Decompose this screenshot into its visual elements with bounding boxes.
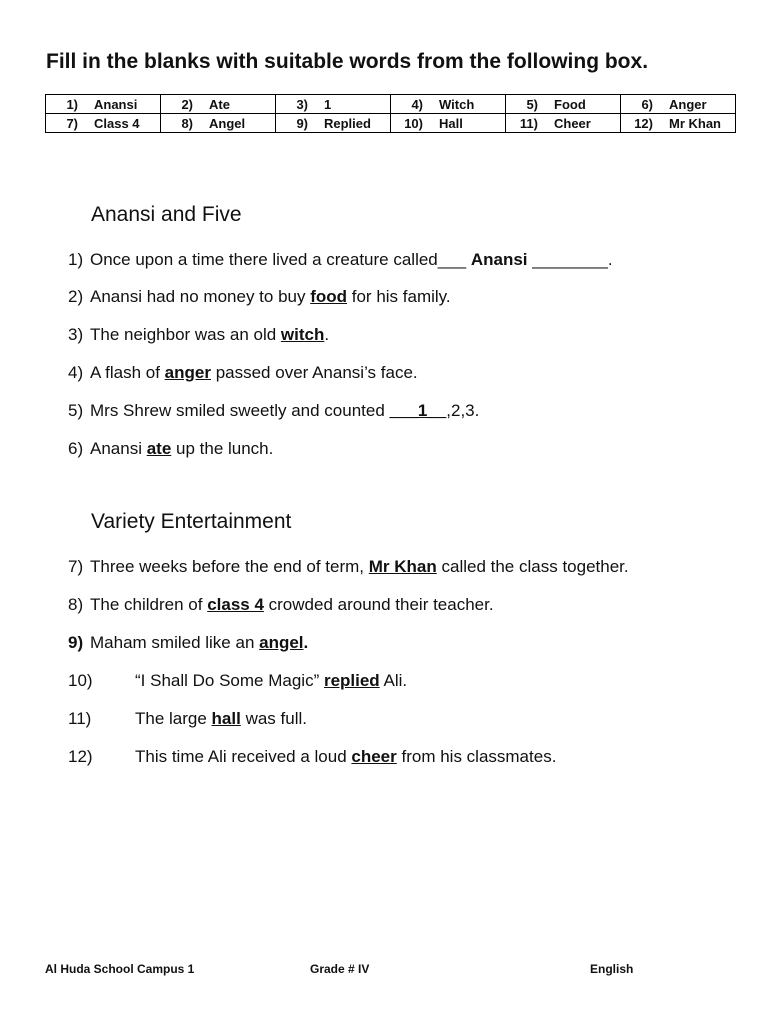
question-text: Once upon a time there lived a creature called___ — [90, 250, 471, 269]
question-text: The children of — [90, 595, 208, 614]
question-number: 10) — [68, 671, 93, 690]
answer: food — [310, 287, 348, 306]
question-text: called the class together. — [436, 557, 629, 576]
word-box-row — [46, 114, 736, 133]
question-text: was full. — [240, 709, 307, 728]
answer: replied — [323, 671, 380, 690]
word-number: 5) — [526, 96, 538, 112]
question-text: Anansi — [90, 439, 147, 458]
word-number: 12) — [634, 115, 653, 131]
word-number: 3) — [296, 96, 308, 112]
word-number: 9) — [296, 115, 308, 131]
answer: Mr Khan — [368, 557, 437, 576]
question-number: 5) — [68, 401, 84, 420]
answer: anger — [164, 363, 211, 382]
answer: ___1__ — [389, 401, 447, 420]
word-option: Ate — [209, 96, 230, 112]
footer-school: Al Huda School Campus 1 — [45, 962, 195, 976]
question-number: 6) — [68, 439, 84, 458]
question-number: 7) — [68, 557, 84, 576]
word-number: 8) — [181, 115, 193, 131]
question-number: 8) — [68, 595, 84, 614]
word-option: Class 4 — [94, 115, 140, 131]
word-option: Hall — [439, 115, 463, 131]
question-text: up the lunch. — [171, 439, 274, 458]
question-text: . — [303, 633, 309, 652]
question-text: This time Ali received a loud — [135, 747, 352, 766]
question-text: Maham smiled like an — [90, 633, 260, 652]
question-text: Ali. — [379, 671, 408, 690]
word-number: 7) — [66, 115, 78, 131]
word-number: 4) — [411, 96, 423, 112]
question-text: crowded around their teacher. — [263, 595, 494, 614]
section-heading-variety: Variety Entertainment — [91, 510, 292, 533]
question-text: ,2,3. — [446, 401, 480, 420]
answer: hall — [211, 709, 241, 728]
word-option: Mr Khan — [669, 115, 721, 131]
word-box-cell — [391, 95, 506, 114]
question-number: 1) — [68, 250, 84, 269]
word-box-cell — [621, 95, 736, 114]
question-text: A flash of — [90, 363, 165, 382]
word-box-cell — [391, 114, 506, 133]
word-number: 10) — [404, 115, 423, 131]
question-text: Mrs Shrew smiled sweetly and counted — [90, 401, 390, 420]
question-text: Anansi had no money to buy — [90, 287, 311, 306]
word-option: Angel — [209, 115, 246, 131]
section-heading-anansi: Anansi and Five — [91, 203, 242, 226]
word-option: 1 — [324, 96, 332, 112]
question-number: 3) — [68, 325, 84, 344]
question-text: . — [324, 325, 330, 344]
word-box-cell — [161, 114, 276, 133]
word-number: 11) — [519, 115, 538, 131]
question-text: ________. — [527, 250, 613, 269]
word-option: Food — [554, 96, 586, 112]
question-text: from his classmates. — [396, 747, 557, 766]
word-box-cell — [161, 95, 276, 114]
question-number: 4) — [68, 363, 84, 382]
word-box-cell — [506, 95, 621, 114]
word-box-cell — [506, 114, 621, 133]
question-text: passed over Anansi’s face. — [210, 363, 418, 382]
footer-grade: Grade # IV — [310, 962, 370, 976]
word-box-cell — [46, 114, 161, 133]
question-text: “I Shall Do Some Magic” — [135, 671, 324, 690]
question-number: 2) — [68, 287, 84, 306]
word-number: 2) — [181, 96, 193, 112]
word-option: Cheer — [554, 115, 591, 131]
answer: Anansi — [470, 250, 528, 269]
word-option: Anansi — [94, 96, 138, 112]
word-box-table — [45, 94, 736, 133]
word-number: 1) — [66, 96, 78, 112]
word-box-cell — [621, 114, 736, 133]
footer-subject: English — [590, 962, 634, 976]
answer: class 4 — [207, 595, 264, 614]
answer: ate — [146, 439, 172, 458]
word-box-row — [46, 95, 736, 114]
question-text: for his family. — [347, 287, 451, 306]
word-option: Replied — [324, 115, 371, 131]
worksheet-title: Fill in the blanks with suitable words from the following box. — [46, 50, 649, 73]
question-text: The neighbor was an old — [90, 325, 281, 344]
word-number: 6) — [641, 96, 653, 112]
answer: angel — [259, 633, 304, 652]
word-box-cell — [46, 95, 161, 114]
word-option: Anger — [669, 96, 707, 112]
question-number: 12) — [68, 747, 93, 766]
question-number: 11) — [68, 709, 92, 728]
word-box-cell — [276, 95, 391, 114]
answer: cheer — [351, 747, 397, 766]
word-box-cell — [276, 114, 391, 133]
question-number: 9) — [68, 633, 84, 652]
answer: witch — [280, 325, 325, 344]
word-option: Witch — [439, 96, 475, 112]
question-text: Three weeks before the end of term, — [90, 557, 369, 576]
question-text: The large — [135, 709, 212, 728]
